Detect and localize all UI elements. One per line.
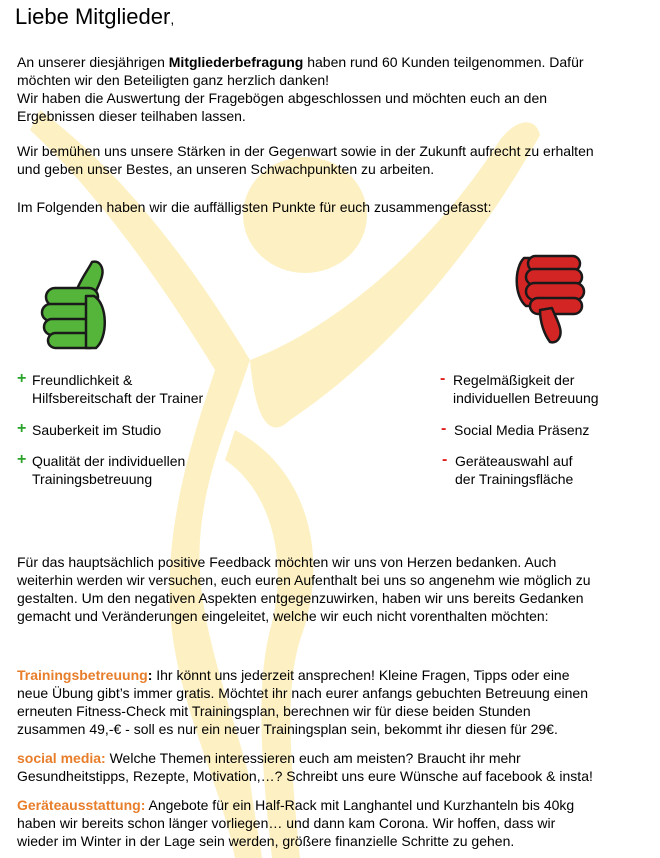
feedback-paragraph: Für das hauptsächlich positive Feedback möchten wir uns von Herzen bedanken. Auch weiterhin werden wir versuchen, euch euren Aufenthalt bei uns so angenehm wie möglich zu gestalten. Um den negativen Aspekten entgegenzuwirken, haben wir uns bereits Gedanken gemacht und Veränderungen eingeleitet, welche wir euch nicht vorenthalten möchten:	[17, 554, 591, 624]
minus-icon: -	[440, 370, 446, 387]
minus-icon: -	[442, 451, 448, 468]
intro-paragraph: An unserer diesjährigen Mitgliederbefragung haben rund 60 Kunden teilgenommen. Dafür möchten wir den Beteiligten ganz herzlich danken! Wir haben die Auswertung der Fragebögen abgeschlossen und möchten euch an den Ergebnissen dieser teilhaben lassen.	[17, 54, 584, 124]
plus-icon: +	[17, 451, 27, 468]
social-media-label: social media:	[17, 750, 106, 766]
minus-icon: -	[441, 420, 447, 437]
negative-item: - Social Media Präsenz	[441, 420, 590, 438]
strengths-paragraph: Wir bemühen uns unsere Stärken in der Gegenwart sowie in der Zukunft aufrecht zu erhalten und geben unser Bestes, an unseren Schwachpunkten zu arbeiten.	[17, 143, 594, 177]
survey-highlight: Mitgliederbefragung	[168, 54, 304, 70]
summary-intro: Im Folgenden haben wir die auffälligsten Punkte für euch zusammengefasst:	[17, 199, 492, 215]
thumbs-up-icon	[36, 258, 110, 350]
equipment-measure: Geräteausstattung: Angebote für ein Half-Rack mit Langhantel und Kurzhanteln bis 40kg haben wir bereits schon länger vorliegen… und dann kam Corona. Wir hoffen, dass wir wieder im Winter in der Lage sein werden, größere finanzielle Schritte zu gehen.	[17, 797, 575, 849]
thumbs-down-icon	[514, 252, 592, 344]
negative-item: - Regelmäßigkeit der individuellen Betreuung	[440, 370, 599, 406]
positive-item: + Freundlichkeit & Hilfsbereitschaft der Trainer	[17, 370, 204, 406]
equipment-label: Geräteausstattung:	[17, 797, 146, 813]
social-media-measure: social media: Welche Themen interessieren euch am meisten? Braucht ihr mehr Gesundheitstipps, Rezepte, Motivation,…? Schreibt uns eure Wünsche auf facebook & insta!	[17, 750, 593, 784]
training-measure: Trainingsbetreuung: Ihr könnt uns jederzeit ansprechen! Kleine Fragen, Tipps oder eine neue Übung gibt’s immer gratis. Möchtet ihr nach eurer anfangs gebuchten Betreuung einen erneuten Fitness-Check mit Trainingsplan, berechnen wir für diese beiden Stunden zusammen 49,-€ - soll es nur ein neuer Trainingsplan sein, bekommt ihr diesen für 29€.	[17, 667, 588, 737]
plus-icon: +	[17, 420, 27, 437]
negative-item: - Geräteauswahl auf der Trainingsfläche	[442, 451, 574, 487]
plus-icon: +	[17, 370, 27, 387]
positive-item: + Qualität der individuellen Trainingsbetreuung	[17, 451, 186, 487]
positive-item: + Sauberkeit im Studio	[17, 420, 162, 438]
training-label: Trainingsbetreuung	[17, 667, 148, 683]
page-title: Liebe Mitglieder,	[15, 4, 175, 29]
